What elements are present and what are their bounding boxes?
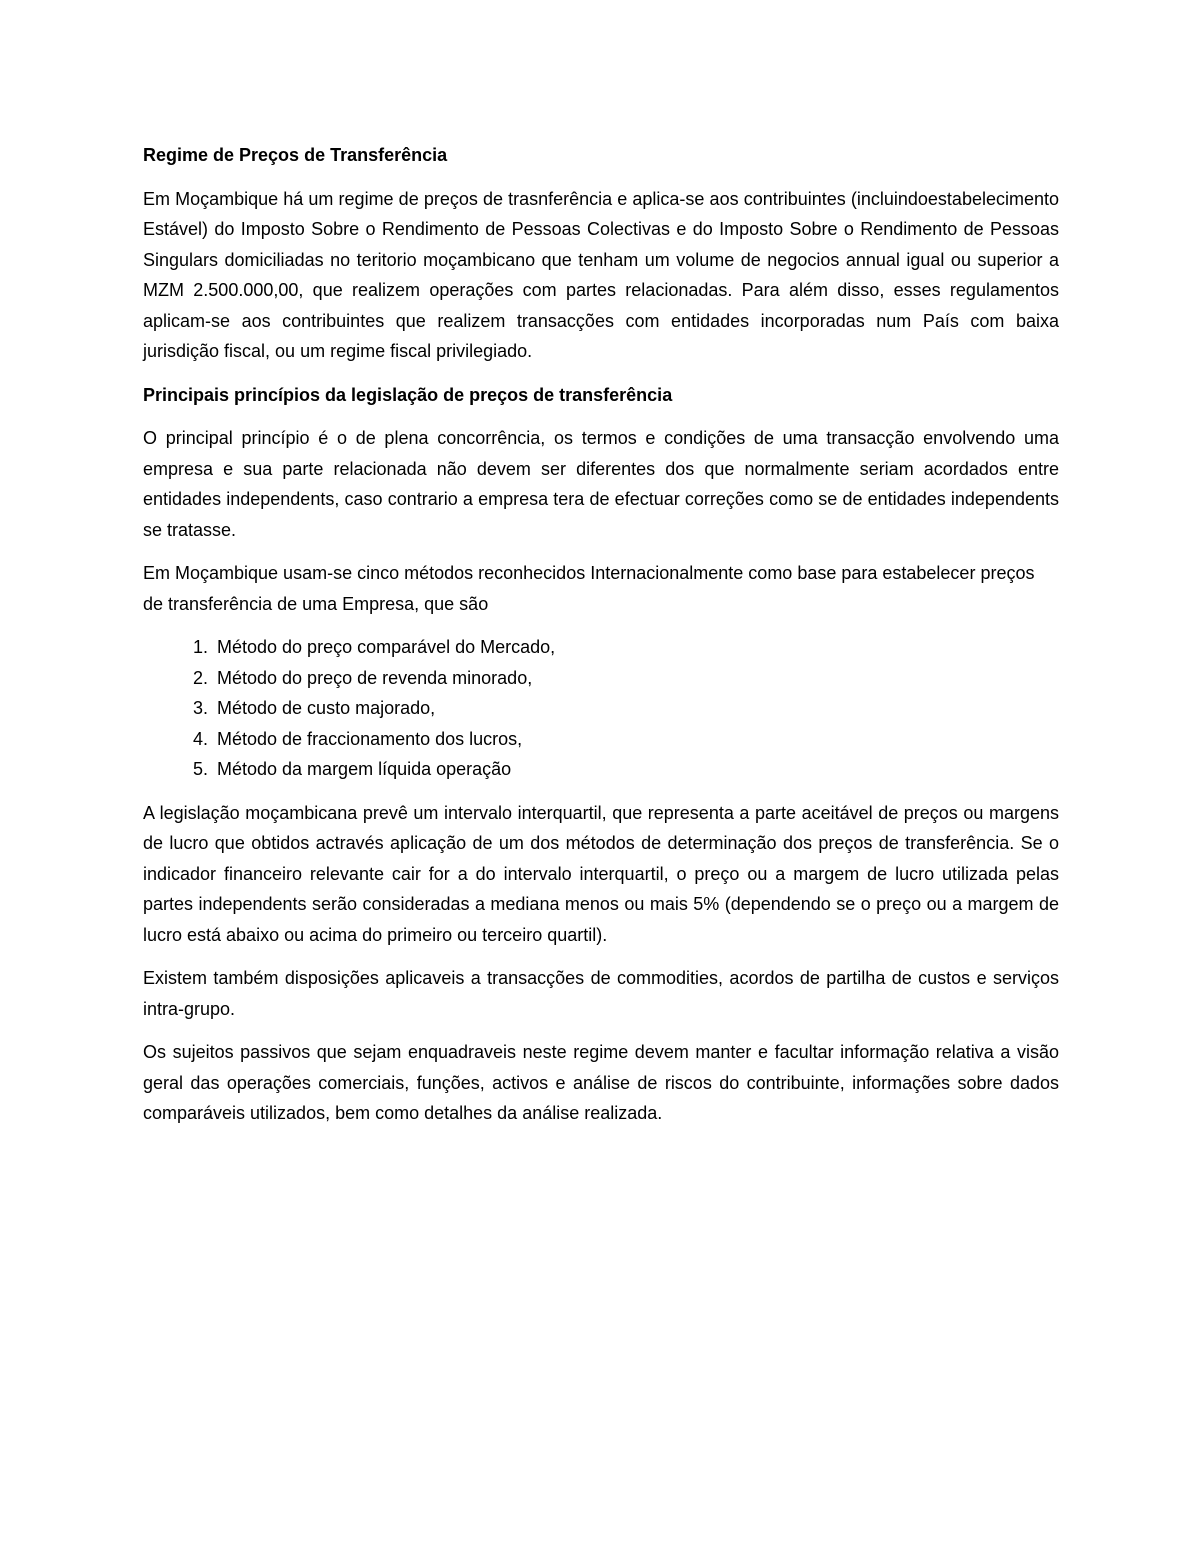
methods-intro-paragraph: Em Moçambique usam-se cinco métodos reconhecidos Internacionalmente como base para estabelecer preços de transferência de uma Empresa, que são: [143, 563, 1035, 614]
principles-heading: Principais princípios da legislação de preços de transferência: [143, 384, 673, 405]
intro-paragraph: Em Moçambique há um regime de preços de trasnferência e aplica-se aos contribuintes (incluindoestabelecimento Estável) do Imposto Sobre o Rendimento de Pessoas Colectivas e do Imposto Sobre o Rendimento de Pessoas Singulars domiciliadas no teritorio moçambicano que tenham um volume de negocios annual igual ou superior a MZM 2.500.000,00, que realizem operações com partes relacionadas. Para além disso, esses regulamentos aplicam-se aos contribuintes que realizem transacções com entidades incorporadas num País com baixa jurisdição fiscal, ou um regime fiscal privilegiado.: [143, 188, 1059, 361]
interquartile-paragraph: A legislação moçambicana prevê um intervalo interquartil, que representa a parte aceitável de preços ou margens de lucro que obtidos actravés aplicação de um dos métodos de determinação dos preços de transferência. Se o indicador financeiro relevante cair for a do intervalo interquartil, o preço ou a margem de lucro utilizada pelas partes independents serão consideradas a mediana menos ou mais 5% (dependendo se o preço ou a margem de lucro está abaixo ou acima do primeiro ou terceiro quartil).: [143, 802, 1059, 945]
list-item: 1. Método do preço comparável do Mercado,: [213, 632, 1059, 663]
list-item: 4. Método de fraccionamento dos lucros,: [213, 724, 1059, 755]
list-item: 5. Método da margem líquida operação: [213, 754, 1059, 785]
document-title: Regime de Preços de Transferência: [143, 145, 448, 165]
principles-paragraph: O principal princípio é o de plena concorrência, os termos e condições de uma transacção envolvendo uma empresa e sua parte relacionada não devem ser diferentes dos que normalmente seriam acordados entre entidades independents, caso contrario a empresa tera de efectuar correções como se de entidades independents se tratasse.: [143, 428, 1059, 540]
obligations-paragraph: Os sujeitos passivos que sejam enquadraveis neste regime devem manter e facultar informação relativa a visão geral das operações comerciais, funções, activos e análise de riscos do contribuinte, informações sobre dados comparáveis utilizados, bem como detalhes da análise realizada.: [143, 1042, 1059, 1123]
list-item: 3. Método de custo majorado,: [213, 693, 1059, 724]
commodities-paragraph: Existem também disposições aplicaveis a transacções de commodities, acordos de partilha de custos e serviços intra-grupo.: [143, 968, 1059, 1019]
methods-list: [143, 632, 1059, 785]
document-page: [143, 140, 1059, 1142]
list-item: 2. Método do preço de revenda minorado,: [213, 663, 1059, 694]
